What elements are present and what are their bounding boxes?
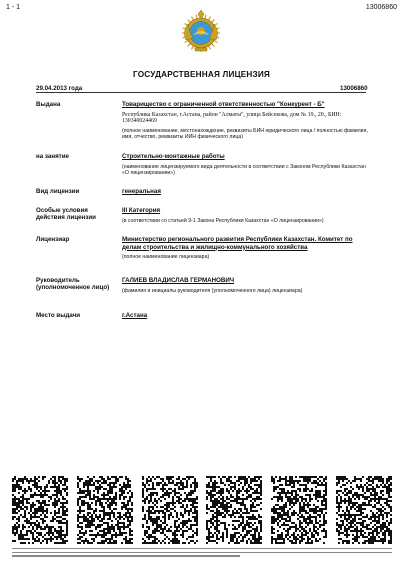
verification-codes (12, 476, 392, 544)
activity-label: на занятие (36, 153, 69, 160)
conditions-value: III Категория (122, 207, 161, 214)
licensor-note: (полное наименование лицензиара) (122, 254, 210, 261)
barcode-block (12, 476, 68, 544)
activity-value: Строительно-монтажные работы (122, 153, 225, 160)
issued-address: Республика Казахстан, г.Астана, район "Алматы", улица Бейсекова, дом № 19., 20., БИН: 130340024469 (122, 111, 342, 125)
footer-fine-print (12, 548, 392, 559)
activity-note: (наименование лицензируемого вида деятельности в соответствии с Законом Республики Казахстан «О лицензировании») (122, 163, 366, 176)
footer-line (12, 548, 392, 549)
barcode-block (77, 476, 133, 544)
head-value: ГАЛИЕВ ВЛАДИСЛАВ ГЕРМАНОВИЧ (122, 277, 235, 284)
conditions-note: (в соответствии со статьей 9-1 Закона Республики Казахстан «О лицензировании») (122, 217, 324, 224)
issued-value: Товарищество с ограниченной ответственностью "Конкурент - Б" (122, 101, 325, 108)
type-label: Вид лицензии (36, 188, 80, 195)
barcode-block (206, 476, 262, 544)
doc-number-top: 13006860 (365, 4, 397, 11)
page-label: 1 - 1 (6, 4, 21, 11)
footer-line (12, 555, 240, 556)
place-label: Место выдачи (36, 312, 81, 319)
barcode-block (271, 476, 327, 544)
document-title: ГОСУДАРСТВЕННАЯ ЛИЦЕНЗИЯ (132, 70, 271, 79)
license-number: 13006860 (340, 85, 368, 92)
conditions-label: Особые условия действия лицензии (36, 207, 96, 222)
header-divider (36, 92, 366, 93)
state-emblem-icon (176, 8, 226, 58)
barcode-block (142, 476, 198, 544)
place-value: г.Астана (122, 312, 148, 319)
licensor-value: Министерство регионального развития Республики Казахстан. Комитет по делам строительства и жилищно-коммунального хозяйства (122, 236, 353, 251)
footer-line (12, 552, 392, 553)
issued-note: (полное наименование, местонахождение, реквизиты БИН юридического лица / полностью фамилия, имя, отчество, реквизиты ИИН физического лица) (122, 127, 368, 140)
head-note: (фамилия и инициалы руководителя (уполномоченного лица) лицензиара) (122, 287, 303, 294)
head-label: Руководитель (уполномоченное лицо) (36, 277, 110, 292)
issued-label: Выдана (36, 101, 61, 108)
type-value: генеральная (122, 188, 161, 195)
licensor-label: Лицензиар (36, 236, 70, 243)
license-date: 29.04.2013 года (36, 85, 83, 92)
barcode-block (336, 476, 392, 544)
